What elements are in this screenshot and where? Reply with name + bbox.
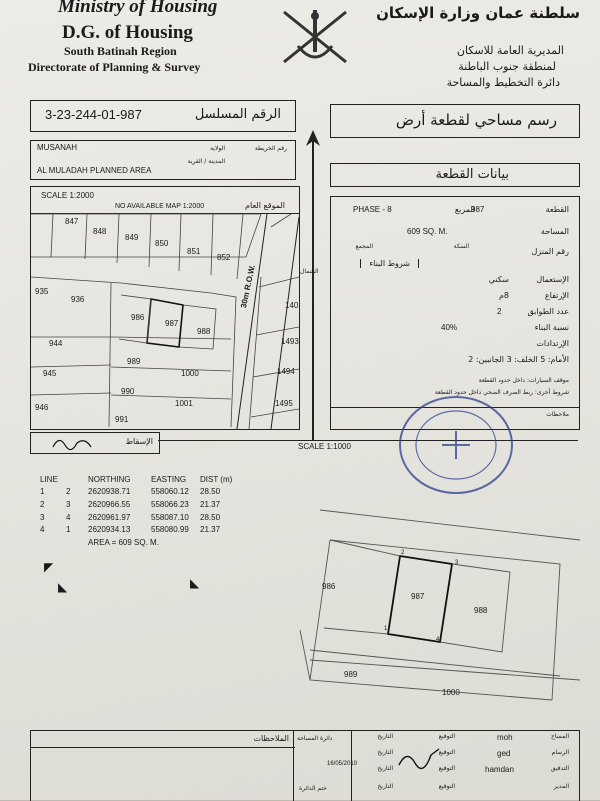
height-value: 8م bbox=[498, 291, 509, 300]
drafter-signature: التوقيع bbox=[438, 749, 455, 756]
arrow-mark-icon: ◤ bbox=[44, 560, 54, 574]
corner-3: 3 bbox=[455, 560, 459, 566]
site-plot-988: 988 bbox=[197, 327, 211, 336]
north-arrow-shaft bbox=[312, 140, 314, 440]
plot-number: 987 bbox=[471, 205, 485, 214]
site-plot-847: 847 bbox=[65, 217, 79, 226]
surveyor-name: moh bbox=[497, 733, 513, 742]
area-value: 609 SQ. M. bbox=[407, 227, 448, 236]
site-plot-852: 852 bbox=[217, 253, 231, 262]
area-total: AREA = 609 SQ. M. bbox=[88, 538, 159, 547]
plot-data-title: بيانات القطعة bbox=[435, 167, 509, 182]
projection-scale: SCALE 1:1000 bbox=[298, 442, 351, 451]
surveyor-label: المساح bbox=[550, 733, 569, 740]
row2-easting: 558066.23 bbox=[151, 500, 189, 509]
corner-2: 2 bbox=[401, 550, 405, 556]
detail-plot-987: 987 bbox=[411, 592, 425, 601]
setbacks-label: الإرتدادات bbox=[536, 339, 569, 348]
area-label: المساحة bbox=[540, 227, 569, 236]
site-plot-935: 935 bbox=[35, 287, 49, 296]
serial-label: الرقم المسلسل bbox=[194, 107, 281, 122]
footer-table bbox=[30, 730, 580, 801]
drafter-name: ged bbox=[497, 749, 511, 758]
house-no-label: رقم المنزل bbox=[531, 247, 569, 256]
sheet-title: رسم مساحي لقطعة أرض bbox=[395, 111, 557, 129]
corner-4: 4 bbox=[436, 637, 440, 643]
town-label: المدينة / القرية bbox=[187, 158, 225, 165]
issue-date: 16/05/2010 bbox=[327, 761, 358, 767]
row2-northing: 2620966.55 bbox=[88, 500, 131, 509]
road-label: 30m R.O.W. bbox=[239, 263, 257, 309]
row1-easting: 558060.12 bbox=[151, 487, 189, 496]
row1-from: 1 bbox=[40, 487, 45, 496]
checker-signature: التوقيع bbox=[438, 765, 455, 772]
checker-name: hamdan bbox=[485, 765, 514, 774]
site-plot-945: 945 bbox=[43, 369, 57, 378]
col-easting: EASTING bbox=[151, 475, 187, 484]
site-plot-991: 991 bbox=[115, 415, 129, 424]
site-label: الموقع العام bbox=[245, 201, 285, 210]
arrow-mark-icon: ◣ bbox=[58, 580, 68, 594]
wilayat-value: MUSANAH bbox=[37, 143, 78, 152]
row3-from: 3 bbox=[40, 513, 45, 522]
serial-box bbox=[30, 100, 296, 132]
drainage-rule: شروط أخرى: ربط الصرف الصحي داخل حدود القطعة bbox=[434, 389, 569, 396]
street-label: السكة bbox=[453, 243, 469, 250]
conditions-title: شروط البناء bbox=[360, 259, 419, 268]
serial-number: 3-23-244-01-987 bbox=[45, 107, 142, 122]
ministry-title-en: Ministry of Housing bbox=[58, 0, 218, 17]
row4-easting: 558080.99 bbox=[151, 525, 189, 534]
drafter-signature-mark-icon bbox=[397, 745, 441, 771]
drafter-label: الرسام bbox=[551, 749, 569, 756]
detail-plot-989: 989 bbox=[344, 670, 358, 679]
title-box bbox=[330, 104, 580, 138]
north-arrow-icon bbox=[305, 130, 321, 146]
complex-label: المجمع bbox=[355, 243, 373, 250]
directorate-ar: دائرة التخطيط والمساحة bbox=[446, 76, 560, 89]
block-label: المربع bbox=[454, 205, 475, 214]
projection-box bbox=[30, 432, 160, 454]
detail-plot-988: 988 bbox=[474, 606, 488, 615]
col-northing: NORTHING bbox=[88, 475, 131, 484]
dept-stamp-label: دائرة المساحة bbox=[297, 735, 333, 742]
row4-from: 4 bbox=[40, 525, 45, 534]
surveyor-date: التاريخ bbox=[377, 733, 393, 740]
col-dist: DIST (m) bbox=[200, 475, 233, 484]
row4-northing: 2620934.13 bbox=[88, 525, 131, 534]
wilayat-label: الولاية bbox=[210, 145, 225, 152]
site-plot-1000: 1000 bbox=[181, 369, 199, 378]
site-plot-944: 944 bbox=[49, 339, 63, 348]
ratio-value: 40% bbox=[441, 323, 458, 332]
site-plot-936: 936 bbox=[71, 295, 85, 304]
notes-label: الملاحظات bbox=[253, 734, 289, 743]
row2-to: 3 bbox=[66, 500, 71, 509]
row1-dist: 28.50 bbox=[200, 487, 221, 496]
manager-label: المدير bbox=[553, 783, 569, 790]
row3-to: 4 bbox=[66, 513, 71, 522]
setbacks-value: الأمام: 5 الخلف: 3 الجانبين: 2 bbox=[468, 355, 569, 364]
site-plot-851: 851 bbox=[187, 247, 201, 256]
floors-value: 2 bbox=[497, 307, 502, 316]
site-plot-140: 140 bbox=[285, 301, 299, 310]
official-stamp-icon bbox=[398, 395, 514, 495]
site-scale: SCALE 1:2000 bbox=[41, 191, 94, 200]
drafter-date: التاريخ bbox=[377, 749, 393, 756]
row1-northing: 2620938.71 bbox=[88, 487, 131, 496]
floors-label: عدد الطوابق bbox=[527, 307, 569, 316]
projection-label: الإسقاط bbox=[125, 437, 153, 446]
site-plot-987: 987 bbox=[165, 319, 179, 328]
site-plot-1495: 1495 bbox=[275, 399, 293, 408]
site-plot-989: 989 bbox=[127, 357, 141, 366]
row3-dist: 28.50 bbox=[200, 513, 221, 522]
height-label: الإرتفاع bbox=[544, 291, 569, 300]
corner-1: 1 bbox=[384, 626, 388, 632]
surveyor-signature: التوقيع bbox=[438, 733, 455, 740]
remarks-label: ملاحظات bbox=[546, 411, 569, 418]
site-plot-986: 986 bbox=[131, 313, 145, 322]
row1-to: 2 bbox=[66, 487, 71, 496]
row3-easting: 558087.10 bbox=[151, 513, 189, 522]
arrow-mark-icon: ◣ bbox=[190, 576, 200, 590]
row4-to: 1 bbox=[66, 525, 71, 534]
general-site-map bbox=[30, 186, 300, 430]
checker-date: التاريخ bbox=[377, 765, 393, 772]
region-ar: لمنطقة جنوب الباطنة bbox=[458, 60, 556, 73]
detail-map bbox=[290, 500, 580, 730]
checker-label: التدقيق bbox=[550, 765, 569, 772]
plot-data-title-box bbox=[330, 163, 580, 187]
directorate-en: Directorate of Planning & Survey bbox=[28, 60, 201, 74]
manager-signature: التوقيع bbox=[438, 783, 455, 790]
row2-dist: 21.37 bbox=[200, 500, 221, 509]
parking-rule: موقف السيارات: داخل حدود القطعة bbox=[478, 377, 569, 384]
row3-northing: 2620961.97 bbox=[88, 513, 131, 522]
col-line: LINE bbox=[40, 475, 58, 484]
ministry-title-ar: سلطنة عمان وزارة الإسكان bbox=[376, 4, 580, 22]
detail-plot-1000: 1000 bbox=[442, 688, 460, 697]
use-label: الإستعمال bbox=[536, 275, 569, 284]
site-plot-1493: 1493 bbox=[281, 337, 299, 346]
site-plot-946: 946 bbox=[35, 403, 49, 412]
ratio-label: نسبة البناء bbox=[534, 323, 569, 332]
plot-label: القطعة bbox=[545, 205, 569, 214]
dg-title-en: D.G. of Housing bbox=[62, 22, 193, 43]
row4-dist: 21.37 bbox=[200, 525, 221, 534]
north-label: الشمال bbox=[300, 268, 319, 275]
site-plot-850: 850 bbox=[155, 239, 169, 248]
signature-mark-icon bbox=[51, 435, 101, 451]
use-value: سكني bbox=[488, 275, 509, 284]
phase: PHASE - 8 bbox=[353, 205, 392, 214]
seal-label: ختم الدائرة bbox=[299, 785, 327, 792]
no-map-note: NO AVAILABLE MAP 1:2000 bbox=[115, 203, 205, 210]
site-plot-849: 849 bbox=[125, 233, 139, 242]
site-plot-990: 990 bbox=[121, 387, 135, 396]
map-no-label: رقم الخريطة bbox=[254, 145, 287, 152]
site-plot-1494: 1494 bbox=[277, 367, 295, 376]
dg-title-ar: المديرية العامة للاسكان bbox=[456, 44, 564, 57]
row2-from: 2 bbox=[40, 500, 45, 509]
oman-emblem-icon bbox=[278, 6, 352, 68]
site-plot-1001: 1001 bbox=[175, 399, 193, 408]
site-plot-848: 848 bbox=[93, 227, 107, 236]
detail-plot-986: 986 bbox=[322, 582, 336, 591]
location-box bbox=[30, 140, 296, 180]
area-name: AL MULADAH PLANNED AREA bbox=[37, 166, 152, 175]
region-en: South Batinah Region bbox=[64, 44, 177, 58]
manager-date: التاريخ bbox=[377, 783, 393, 790]
